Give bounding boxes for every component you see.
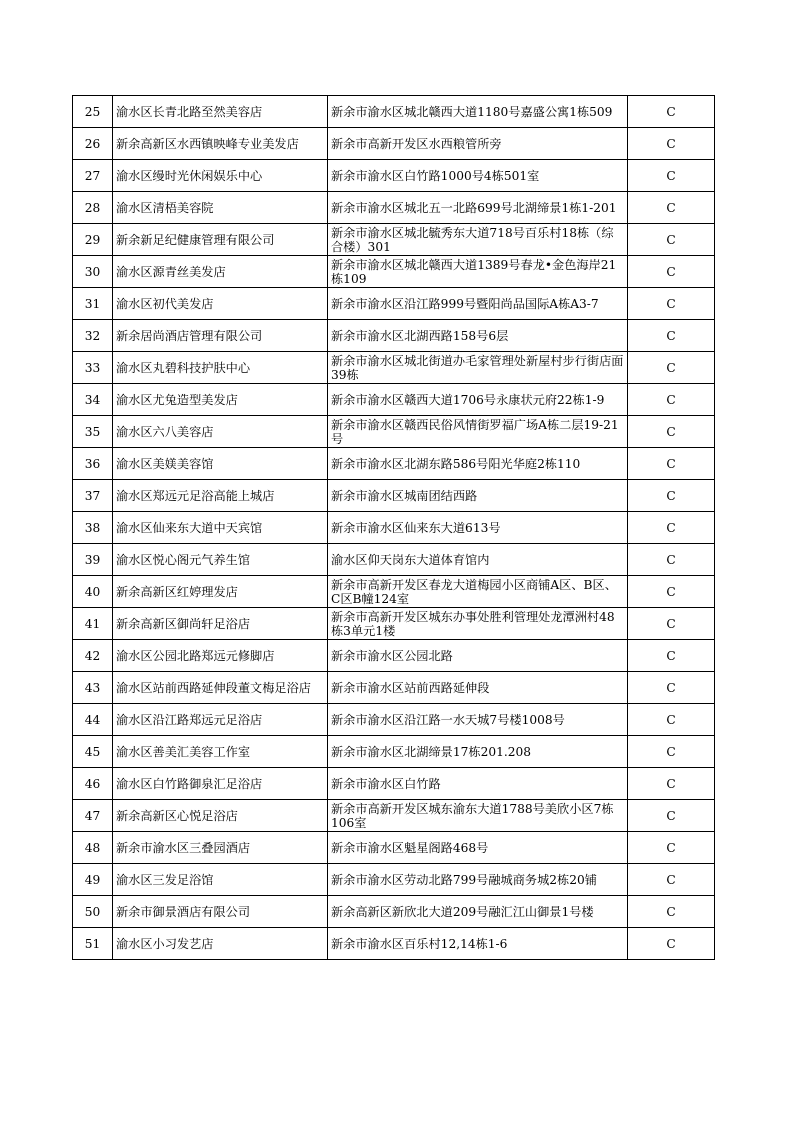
row-number-cell: 39 [73,544,113,576]
business-address-cell: 新余市渝水区劳动北路799号融城商务城2栋20铺 [328,864,628,896]
grade-cell: C [628,768,715,800]
business-name-cell: 新余高新区水西镇映峰专业美发店 [113,128,328,160]
grade-cell: C [628,480,715,512]
row-number-cell: 35 [73,416,113,448]
grade-cell: C [628,928,715,960]
grade-cell: C [628,96,715,128]
business-address-cell: 新余市渝水区赣西大道1706号永康状元府22栋1-9 [328,384,628,416]
business-address-cell: 新余市高新开发区春龙大道梅园小区商铺A区、B区、C区B幢124室 [328,576,628,608]
row-number-cell: 43 [73,672,113,704]
table-row [73,768,715,800]
row-number-cell: 36 [73,448,113,480]
row-number-cell: 41 [73,608,113,640]
business-name-cell: 渝水区公园北路郑远元修脚店 [113,640,328,672]
grade-cell: C [628,160,715,192]
row-number-cell: 27 [73,160,113,192]
business-name-cell: 渝水区缦时光休闲娱乐中心 [113,160,328,192]
business-name-cell: 渝水区郑远元足浴高能上城店 [113,480,328,512]
business-name-cell: 渝水区三发足浴馆 [113,864,328,896]
grade-cell: C [628,512,715,544]
business-address-cell: 新余市高新开发区水西粮管所旁 [328,128,628,160]
business-list-table [72,95,715,960]
table-row [73,96,715,128]
table-row [73,192,715,224]
table-row [73,608,715,640]
table-row [73,704,715,736]
row-number-cell: 31 [73,288,113,320]
grade-cell: C [628,384,715,416]
table-row [73,736,715,768]
business-address-cell: 新余市渝水区白竹路 [328,768,628,800]
table-row [73,416,715,448]
business-name-cell: 新余市御景酒店有限公司 [113,896,328,928]
business-name-cell: 渝水区长青北路至然美容店 [113,96,328,128]
grade-cell: C [628,640,715,672]
business-address-cell: 新余市渝水区站前西路延伸段 [328,672,628,704]
business-name-cell: 新余居尚酒店管理有限公司 [113,320,328,352]
table-row [73,800,715,832]
row-number-cell: 29 [73,224,113,256]
table-row [73,256,715,288]
business-address-cell: 新余市渝水区白竹路1000号4栋501室 [328,160,628,192]
table-row [73,864,715,896]
business-name-cell: 渝水区尤兔造型美发店 [113,384,328,416]
table-row [73,512,715,544]
grade-cell: C [628,672,715,704]
row-number-cell: 38 [73,512,113,544]
business-address-cell: 新余市渝水区城北毓秀东大道718号百乐村18栋（综合楼）301 [328,224,628,256]
business-name-cell: 渝水区站前西路延伸段董文梅足浴店 [113,672,328,704]
business-address-cell: 新余市渝水区沿江路一水天城7号楼1008号 [328,704,628,736]
business-name-cell: 新余市渝水区三叠园酒店 [113,832,328,864]
row-number-cell: 49 [73,864,113,896]
business-name-cell: 新余高新区御尚轩足浴店 [113,608,328,640]
grade-cell: C [628,320,715,352]
business-address-cell: 新余市渝水区公园北路 [328,640,628,672]
business-address-cell: 新余市渝水区仙来东大道613号 [328,512,628,544]
table-row [73,576,715,608]
business-address-cell: 新余市渝水区百乐村12,14栋1-6 [328,928,628,960]
business-address-cell: 新余市渝水区沿江路999号暨阳尚品国际A栋A3-7 [328,288,628,320]
grade-cell: C [628,896,715,928]
row-number-cell: 40 [73,576,113,608]
business-name-cell: 渝水区悦心阁元气养生馆 [113,544,328,576]
row-number-cell: 32 [73,320,113,352]
business-address-cell: 新余市渝水区赣西民俗风情街罗福广场A栋二层19-21号 [328,416,628,448]
row-number-cell: 26 [73,128,113,160]
grade-cell: C [628,352,715,384]
grade-cell: C [628,864,715,896]
table-row [73,896,715,928]
grade-cell: C [628,576,715,608]
grade-cell: C [628,128,715,160]
business-name-cell: 渝水区清梧美容院 [113,192,328,224]
business-address-cell: 新余市渝水区城北街道办毛家管理处新屋村步行街店面39栋 [328,352,628,384]
business-name-cell: 渝水区初代美发店 [113,288,328,320]
row-number-cell: 33 [73,352,113,384]
table-row [73,672,715,704]
business-address-cell: 新余高新区新欣北大道209号融汇江山御景1号楼 [328,896,628,928]
table-body [73,96,715,960]
row-number-cell: 37 [73,480,113,512]
grade-cell: C [628,448,715,480]
table-row [73,448,715,480]
business-address-cell: 新余市渝水区城北五一北路699号北湖缔景1栋1-201 [328,192,628,224]
row-number-cell: 51 [73,928,113,960]
row-number-cell: 44 [73,704,113,736]
grade-cell: C [628,800,715,832]
table-row [73,352,715,384]
grade-cell: C [628,544,715,576]
table-row [73,224,715,256]
row-number-cell: 46 [73,768,113,800]
table-row [73,288,715,320]
row-number-cell: 30 [73,256,113,288]
table-row [73,320,715,352]
row-number-cell: 42 [73,640,113,672]
row-number-cell: 47 [73,800,113,832]
table-row [73,832,715,864]
business-address-cell: 新余市渝水区城北赣西大道1389号春龙•金色海岸21栋109 [328,256,628,288]
row-number-cell: 25 [73,96,113,128]
business-name-cell: 渝水区白竹路御泉汇足浴店 [113,768,328,800]
table-row [73,384,715,416]
row-number-cell: 34 [73,384,113,416]
grade-cell: C [628,192,715,224]
business-address-cell: 新余市渝水区北湖缔景17栋201.208 [328,736,628,768]
business-address-cell: 新余市渝水区魁星阁路468号 [328,832,628,864]
row-number-cell: 50 [73,896,113,928]
business-name-cell: 新余新足纪健康管理有限公司 [113,224,328,256]
table-row [73,480,715,512]
table-row [73,128,715,160]
table-row [73,160,715,192]
grade-cell: C [628,256,715,288]
business-address-cell: 新余市渝水区北湖东路586号阳光华庭2栋110 [328,448,628,480]
grade-cell: C [628,832,715,864]
business-address-cell: 新余市渝水区北湖西路158号6层 [328,320,628,352]
business-name-cell: 渝水区源青丝美发店 [113,256,328,288]
business-address-cell: 新余市渝水区城北赣西大道1180号嘉盛公寓1栋509 [328,96,628,128]
business-address-cell: 新余市高新开发区城东渝东大道1788号美欣小区7栋106室 [328,800,628,832]
row-number-cell: 48 [73,832,113,864]
grade-cell: C [628,416,715,448]
business-name-cell: 渝水区善美汇美容工作室 [113,736,328,768]
business-address-cell: 新余市渝水区城南团结西路 [328,480,628,512]
business-address-cell: 渝水区仰天岗东大道体育馆内 [328,544,628,576]
row-number-cell: 45 [73,736,113,768]
business-name-cell: 新余高新区红婷理发店 [113,576,328,608]
grade-cell: C [628,704,715,736]
business-address-cell: 新余市高新开发区城东办事处胜利管理处龙潭洲村48栋3单元1楼 [328,608,628,640]
business-name-cell: 渝水区美媄美容馆 [113,448,328,480]
row-number-cell: 28 [73,192,113,224]
business-name-cell: 渝水区小习发艺店 [113,928,328,960]
table-row [73,640,715,672]
business-name-cell: 渝水区沿江路郑远元足浴店 [113,704,328,736]
business-name-cell: 新余高新区心悦足浴店 [113,800,328,832]
grade-cell: C [628,224,715,256]
business-name-cell: 渝水区六八美容店 [113,416,328,448]
business-name-cell: 渝水区丸碧科技护肤中心 [113,352,328,384]
grade-cell: C [628,608,715,640]
table-row [73,928,715,960]
grade-cell: C [628,288,715,320]
business-name-cell: 渝水区仙来东大道中天宾馆 [113,512,328,544]
grade-cell: C [628,736,715,768]
table-row [73,544,715,576]
